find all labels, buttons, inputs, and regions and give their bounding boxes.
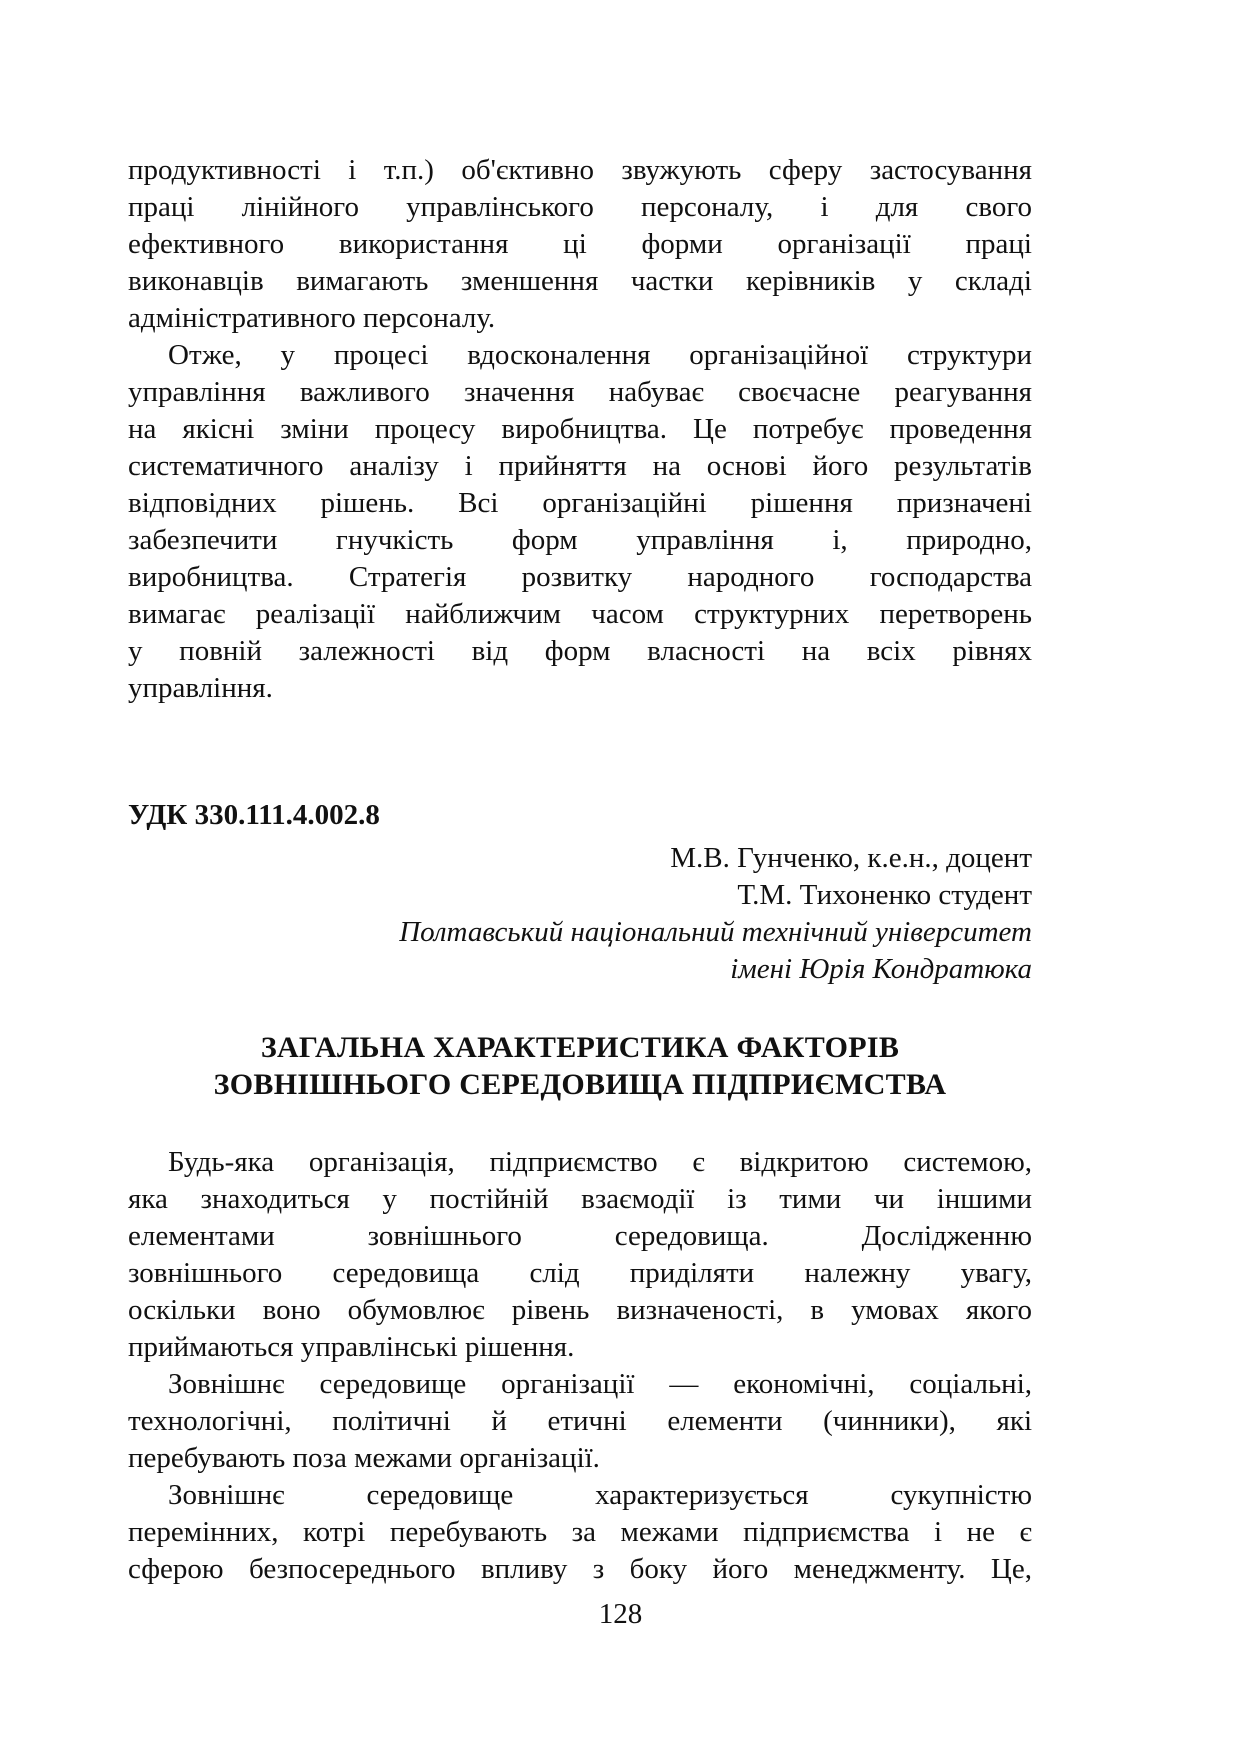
text-line: технологічні, політичні й етичні елементи (чинники), які [128,1405,1032,1437]
text-line: вимагає реалізації найближчим часом структурних перетворень [128,598,1032,630]
text-line: управління важливого значення набуває своєчасне реагування [128,376,1032,408]
affiliation-line: Полтавський національний технічний університет [399,916,1032,948]
text-line: яка знаходиться у постійній взаємодії із тими чи іншими [128,1183,1032,1215]
text-line: зовнішнього середовища слід приділяти належну увагу, [128,1257,1032,1289]
text-line: адміністративного персоналу. [128,302,496,334]
text-line: систематичного аналізу і прийняття на основі його результатів [128,450,1032,482]
text-line: у повній залежності від форм власності на всіх рівнях [128,635,1032,667]
text-line: перемінних, котрі перебувають за межами підприємства і не є [128,1516,1032,1548]
text-line: Зовнішнє середовище організації — економічні, соціальні, [168,1368,1032,1400]
text-line: виробництва. Стратегія розвитку народного господарства [128,561,1032,593]
title-line: ЗАГАЛЬНА ХАРАКТЕРИСТИКА ФАКТОРІВ [260,1031,900,1064]
text-line: приймаються управлінські рішення. [128,1331,575,1363]
text-line: праці лінійного управлінського персоналу, і для свого [128,191,1032,223]
text-line: відповідних рішень. Всі організаційні рішення призначені [128,487,1032,519]
text-line: Будь-яка організація, підприємство є відкритою системою, [168,1146,1032,1178]
text-line: елементами зовнішнього середовища. Дослідженню [128,1220,1032,1252]
text-line: забезпечити гнучкість форм управління і, природно, [128,524,1032,556]
text-line: Отже, у процесі вдосконалення організаційної структури [168,339,1032,371]
affiliation-line: імені Юрія Кондратюка [730,953,1032,985]
text-line: сферою безпосереднього впливу з боку його менеджменту. Це, [128,1553,1032,1585]
text-line: перебувають поза межами організації. [128,1442,600,1474]
author-line: Т.М. Тихоненко студент [737,879,1032,911]
page-number: 128 [598,1598,643,1630]
text-line: продуктивності і т.п.) об'єктивно звужують сферу застосування [128,154,1032,186]
author-line: М.В. Гунченко, к.е.н., доцент [670,842,1032,874]
text-line: на якісні зміни процесу виробництва. Це потребує проведення [128,413,1032,445]
text-line: виконавців вимагають зменшення частки керівників у складі [128,265,1032,297]
text-line: ефективного використання ці форми організації праці [128,228,1032,260]
title-line: ЗОВНІШНЬОГО СЕРЕДОВИЩА ПІДПРИЄМСТВА [213,1068,947,1101]
text-line: оскільки воно обумовлює рівень визначеності, в умовах якого [128,1294,1032,1326]
text-line: управління. [128,672,273,704]
udk-code: УДК 330.111.4.002.8 [128,799,380,831]
text-line: Зовнішнє середовище характеризується сукупністю [168,1479,1032,1511]
